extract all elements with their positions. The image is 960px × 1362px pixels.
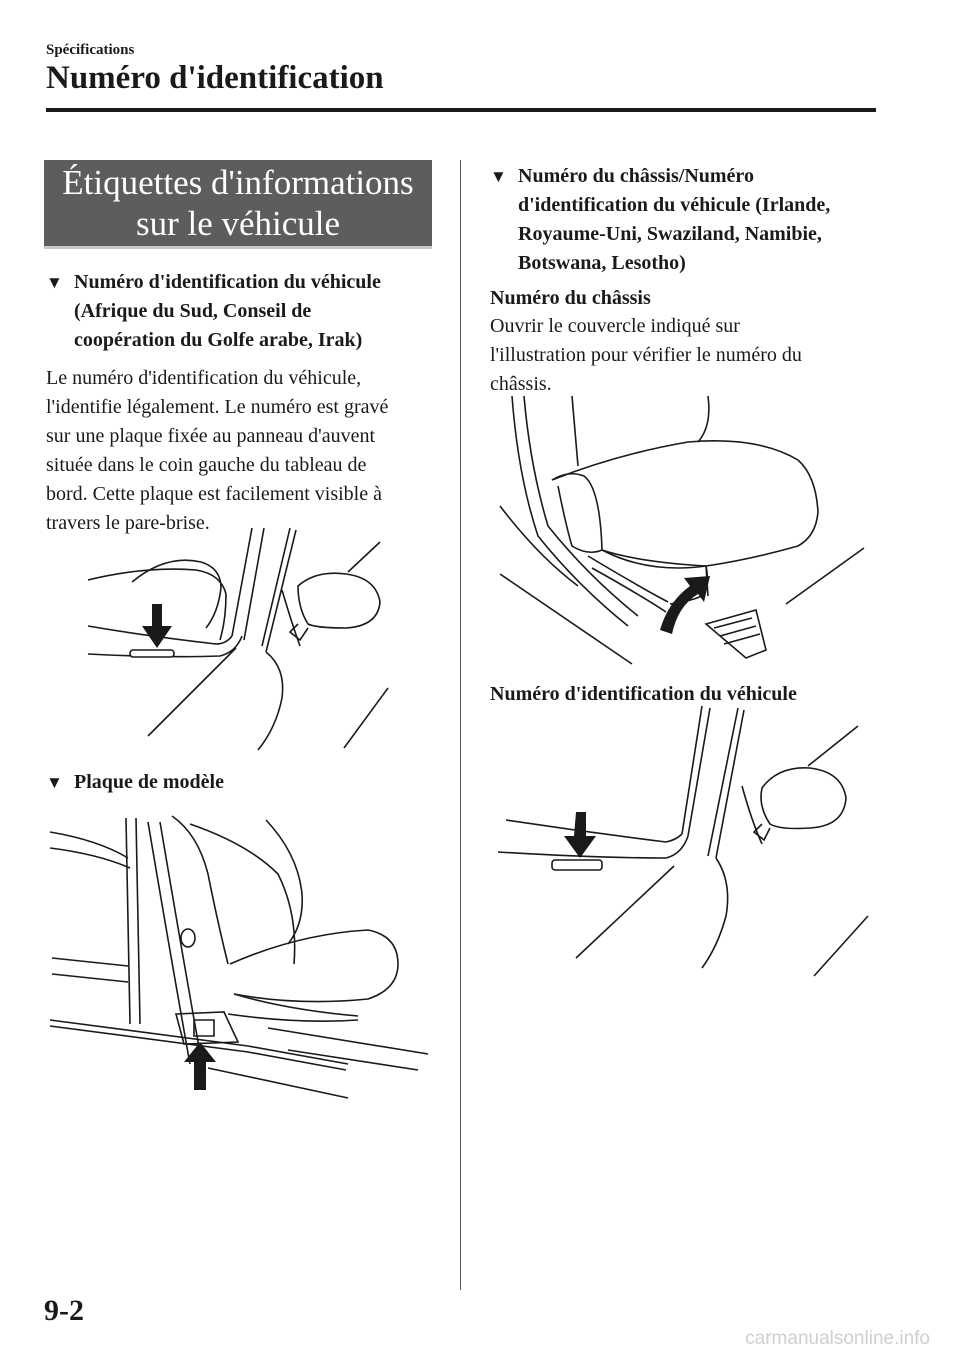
watermark: carmanualsonline.info [745,1328,930,1349]
column-divider [460,160,461,1290]
down-arrow-icon [184,1042,216,1090]
model-plate-illustration [48,814,433,1104]
paragraph-line: Le numéro d'identification du véhicule, [46,367,362,389]
curved-arrow-icon [660,576,710,634]
chassis-cover-illustration [498,396,870,668]
paragraph-line: sur une plaque fixée au panneau d'auvent [46,425,376,447]
banner-line: sur le véhicule [135,204,341,243]
chassis-heading-line: Botswana, Lesotho) [518,252,686,274]
vin-paragraph [46,364,456,538]
vin-label: Numéro d'identification du véhicule [490,683,797,705]
paragraph-line: Ouvrir le couvercle indiqué sur [490,315,740,337]
paragraph-line: l'identifie légalement. Le numéro est gravé [46,396,389,418]
chassis-heading-line: Royaume-Uni, Swaziland, Namibie, [518,223,822,245]
down-arrow-icon [142,604,172,648]
vin-heading [46,268,446,355]
vin-heading-line: Numéro d'identification du véhicule [74,271,381,293]
page-title: Numéro d'identification [46,60,384,96]
page-number: 9-2 [44,1294,84,1327]
paragraph-line: bord. Cette plaque est facilement visible à [46,483,382,505]
chassis-label: Numéro du châssis [490,287,651,309]
vin-heading-line: (Afrique du Sud, Conseil de [74,300,312,322]
chassis-heading [490,162,890,278]
section-banner [44,160,432,249]
vin-heading-line: coopération du Golfe arabe, Irak) [74,329,363,351]
title-rule [46,108,876,112]
vin-windshield-illustration [86,528,396,753]
paragraph-line: située dans le coin gauche du tableau de [46,454,367,476]
paragraph-line: l'illustration pour vérifier le numéro du [490,344,802,366]
down-arrow-icon [564,812,596,858]
section-label: Spécifications [46,42,135,58]
down-triangle-icon: ▼ [46,273,63,292]
chassis-heading-line: Numéro du châssis/Numéro [518,165,754,187]
model-plate-heading [46,768,446,797]
model-plate-heading-line: Plaque de modèle [74,771,224,793]
banner-line: Étiquettes d'informations [62,163,414,202]
down-triangle-icon: ▼ [46,773,63,792]
down-triangle-icon: ▼ [490,167,507,186]
chassis-paragraph [490,312,910,399]
paragraph-line: châssis. [490,373,552,395]
paragraph-line: travers le pare-brise. [46,512,210,534]
vin-windshield-illustration-2 [496,706,870,976]
chassis-heading-line: d'identification du véhicule (Irlande, [518,194,831,216]
